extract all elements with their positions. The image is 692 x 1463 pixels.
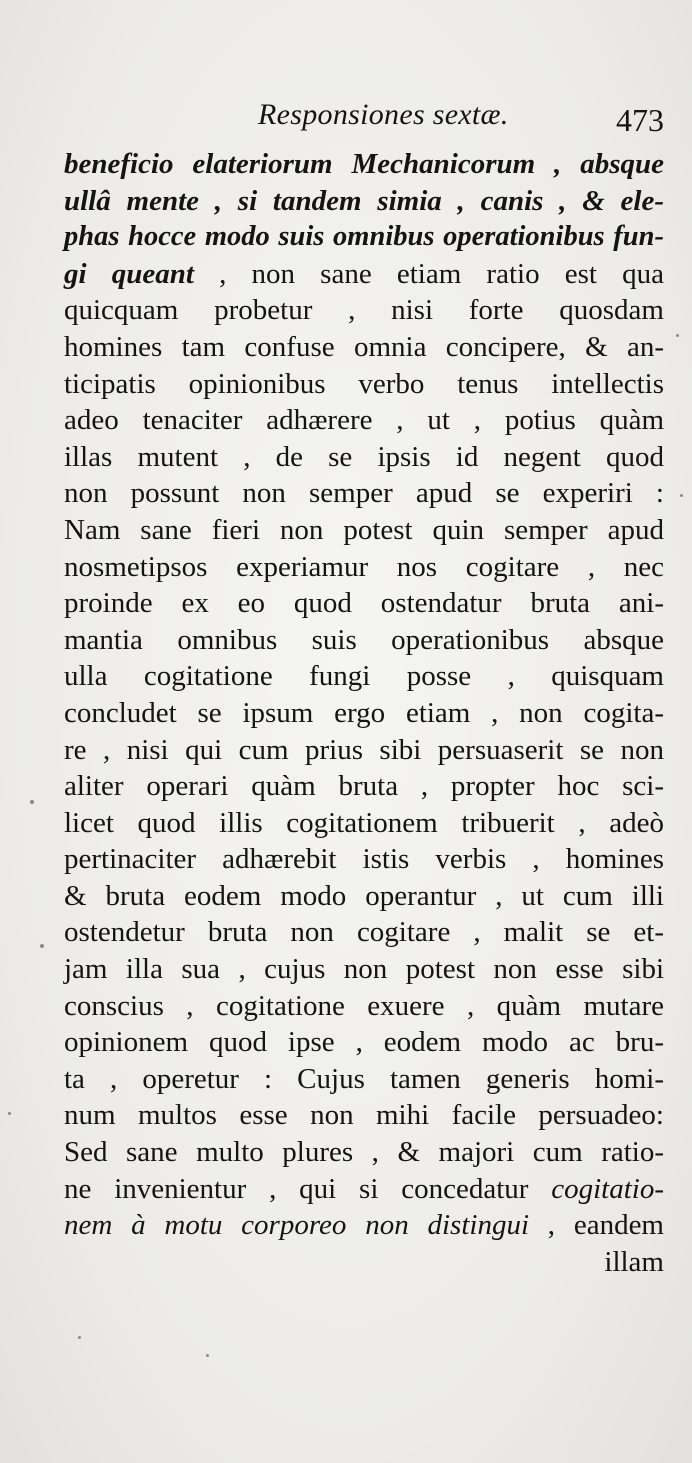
text-segment: conscius , cogitatione exuere , quàm mutare (64, 989, 664, 1022)
text-segment: ulla cogitatione fungi posse , quisquam (64, 660, 664, 693)
text-segment: , non sane etiam ratio est qua (193, 257, 664, 290)
print-speck (40, 944, 44, 948)
text-line (64, 1024, 664, 1061)
text-segment: ullâ mente , si tandem simia , canis , & ele- (64, 184, 664, 217)
print-speck (206, 1354, 209, 1357)
text-segment: , eandem (529, 1209, 664, 1242)
text-line (64, 1207, 664, 1244)
text-line (64, 841, 664, 878)
text-line (64, 512, 664, 549)
text-line (64, 549, 664, 586)
text-segment: nosmetipsos experiamur nos cogitare , nec (64, 550, 664, 583)
text-line (64, 329, 664, 366)
text-line (64, 695, 664, 732)
text-segment: illam (604, 1245, 664, 1278)
text-segment: re , nisi qui cum prius sibi persuaserit se non (64, 733, 664, 766)
text-segment: gi queant (64, 257, 194, 290)
text-segment: adeo tenaciter adhærere , ut , potius quàm (64, 404, 664, 437)
body-text (64, 146, 664, 1280)
text-segment: beneficio elateriorum Mechanicorum , absque (64, 148, 664, 180)
print-speck (8, 1112, 11, 1115)
text-line (64, 366, 664, 403)
print-speck (676, 334, 679, 337)
text-segment: opinionem quod ipse , eodem modo ac bru- (64, 1026, 664, 1059)
text-line (64, 1244, 664, 1281)
text-line (64, 732, 664, 769)
text-line (64, 183, 664, 220)
text-segment: aliter operari quàm bruta , propter hoc sci- (64, 770, 664, 803)
text-line (64, 1097, 664, 1134)
text-segment: homines tam confuse omnia concipere, & an- (64, 330, 664, 363)
text-segment: illas mutent , de se ipsis id negent quod (64, 440, 664, 473)
text-line (64, 256, 664, 293)
text-line (64, 622, 664, 659)
text-segment: nem à motu corporeo non distingui (64, 1209, 529, 1242)
text-segment: phas hocce modo suis omnibus operationibus fun- (64, 221, 664, 253)
running-title: Responsiones sextæ. (258, 98, 509, 131)
text-line (64, 439, 664, 476)
text-line (64, 1171, 664, 1208)
text-line (64, 475, 664, 512)
text-line (64, 768, 664, 805)
text-line (64, 951, 664, 988)
text-segment: ticipatis opinionibus verbo tenus intellectis (64, 367, 664, 400)
text-segment: quicquam probetur , nisi forte quosdam (64, 294, 664, 327)
text-segment: & bruta eodem modo operantur , ut cum illi (64, 879, 664, 912)
text-line (64, 292, 664, 329)
text-line (64, 219, 664, 256)
text-line (64, 988, 664, 1025)
text-line (64, 805, 664, 842)
print-speck (30, 800, 34, 804)
text-segment: jam illa sua , cujus non potest non esse sibi (64, 953, 664, 986)
text-line (64, 146, 664, 183)
page-number: 473 (616, 102, 664, 138)
text-segment: ta , operetur : Cujus tamen generis homi- (64, 1062, 664, 1095)
text-segment: licet quod illis cogitationem tribuerit , adeò (64, 806, 664, 839)
text-line (64, 1134, 664, 1171)
text-line (64, 658, 664, 695)
text-segment: Sed sane multo plures , & majori cum ratio- (64, 1136, 664, 1169)
text-segment: pertinaciter adhærebit istis verbis , homines (64, 843, 664, 876)
print-speck (78, 1336, 81, 1339)
text-segment: mantia omnibus suis operationibus absque (64, 623, 664, 656)
text-line (64, 914, 664, 951)
text-segment: proinde ex eo quod ostendatur bruta ani- (64, 587, 664, 620)
text-segment: non possunt non semper apud se experiri : (64, 477, 664, 510)
text-line (64, 1061, 664, 1098)
print-speck (680, 494, 683, 497)
text-segment: ostendetur bruta non cogitare , malit se et- (64, 916, 664, 949)
text-line (64, 878, 664, 915)
text-segment: Nam sane fieri non potest quin semper apud (64, 513, 664, 546)
text-segment: num multos esse non mihi facile persuadeo: (64, 1099, 664, 1132)
text-line (64, 585, 664, 622)
text-segment: concludet se ipsum ergo etiam , non cogita- (64, 696, 664, 729)
page-header (0, 96, 692, 140)
text-segment: ne invenientur , qui si concedatur (64, 1172, 552, 1205)
text-segment: cogitatio- (551, 1172, 664, 1205)
text-line (64, 402, 664, 439)
